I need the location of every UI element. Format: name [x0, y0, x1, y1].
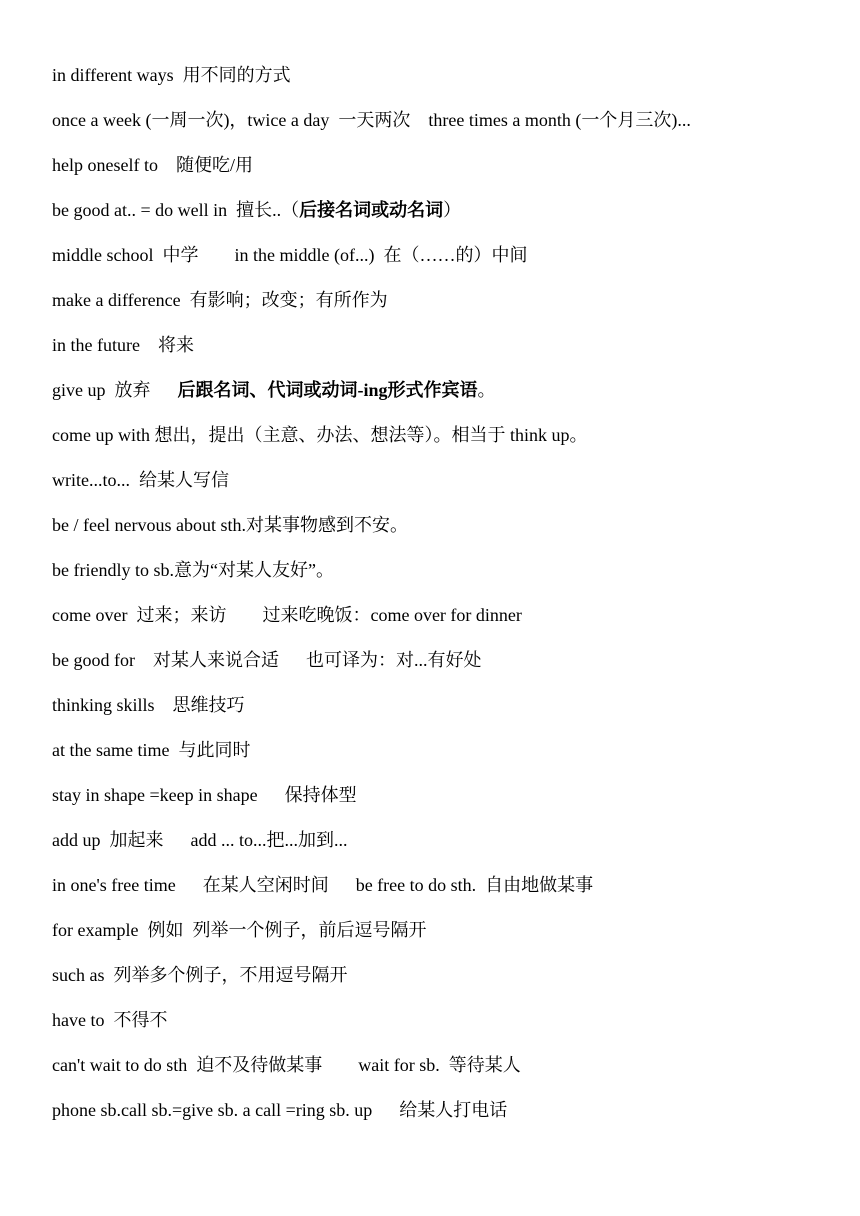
entry-5: middle school 中学 in the middle (of...) 在（……的）中间	[52, 245, 528, 265]
entry-15: thinking skills 思维技巧	[52, 695, 245, 715]
entry-23: can't wait to do sth 迫不及待做某事 wait for sb. 等待某人	[52, 1055, 521, 1075]
entry-10: write...to... 给某人写信	[52, 470, 229, 490]
entry-3: help oneself to 随便吃/用	[52, 155, 253, 175]
entry-9: come up with 想出，提出（主意、办法、想法等）。相当于 think up。	[52, 425, 588, 445]
entry-8: give up 放弃 后跟名词、代词或动词-ing形式作宾语。	[52, 380, 496, 400]
entry-11: be / feel nervous about sth.对某事物感到不安。	[52, 515, 408, 535]
entry-18: add up 加起来 add ... to...把...加到...	[52, 830, 348, 850]
entry-6: make a difference 有影响；改变；有所作为	[52, 290, 388, 310]
entry-21: such as 列举多个例子，不用逗号隔开	[52, 965, 348, 985]
bold-note: 后接名词或动名词	[299, 200, 444, 220]
bold-note: 后跟名词、代词或动词-ing形式作宾语	[177, 380, 478, 400]
entry-12: be friendly to sb.意为“对某人友好”。	[52, 560, 334, 580]
entry-13: come over 过来；来访 过来吃晚饭：come over for dinner	[52, 605, 522, 625]
entry-17: stay in shape =keep in shape 保持体型	[52, 785, 357, 805]
entry-2: once a week (一周一次)，twice a day 一天两次 three times a month (一个月三次)...	[52, 110, 691, 130]
entry-20: for example 例如 列举一个例子，前后逗号隔开	[52, 920, 427, 940]
entry-22: have to 不得不	[52, 1010, 168, 1030]
entry-1: in different ways 用不同的方式	[52, 65, 291, 85]
entry-24: phone sb.call sb.=give sb. a call =ring sb. up 给某人打电话	[52, 1100, 508, 1120]
entry-4: be good at.. = do well in 擅长..（后接名词或动名词）	[52, 200, 462, 220]
entry-14: be good for 对某人来说合适 也可译为：对...有好处	[52, 650, 482, 670]
entry-7: in the future 将来	[52, 335, 194, 355]
entry-19: in one's free time 在某人空闲时间 be free to do sth. 自由地做某事	[52, 875, 594, 895]
entry-16: at the same time 与此同时	[52, 740, 251, 760]
